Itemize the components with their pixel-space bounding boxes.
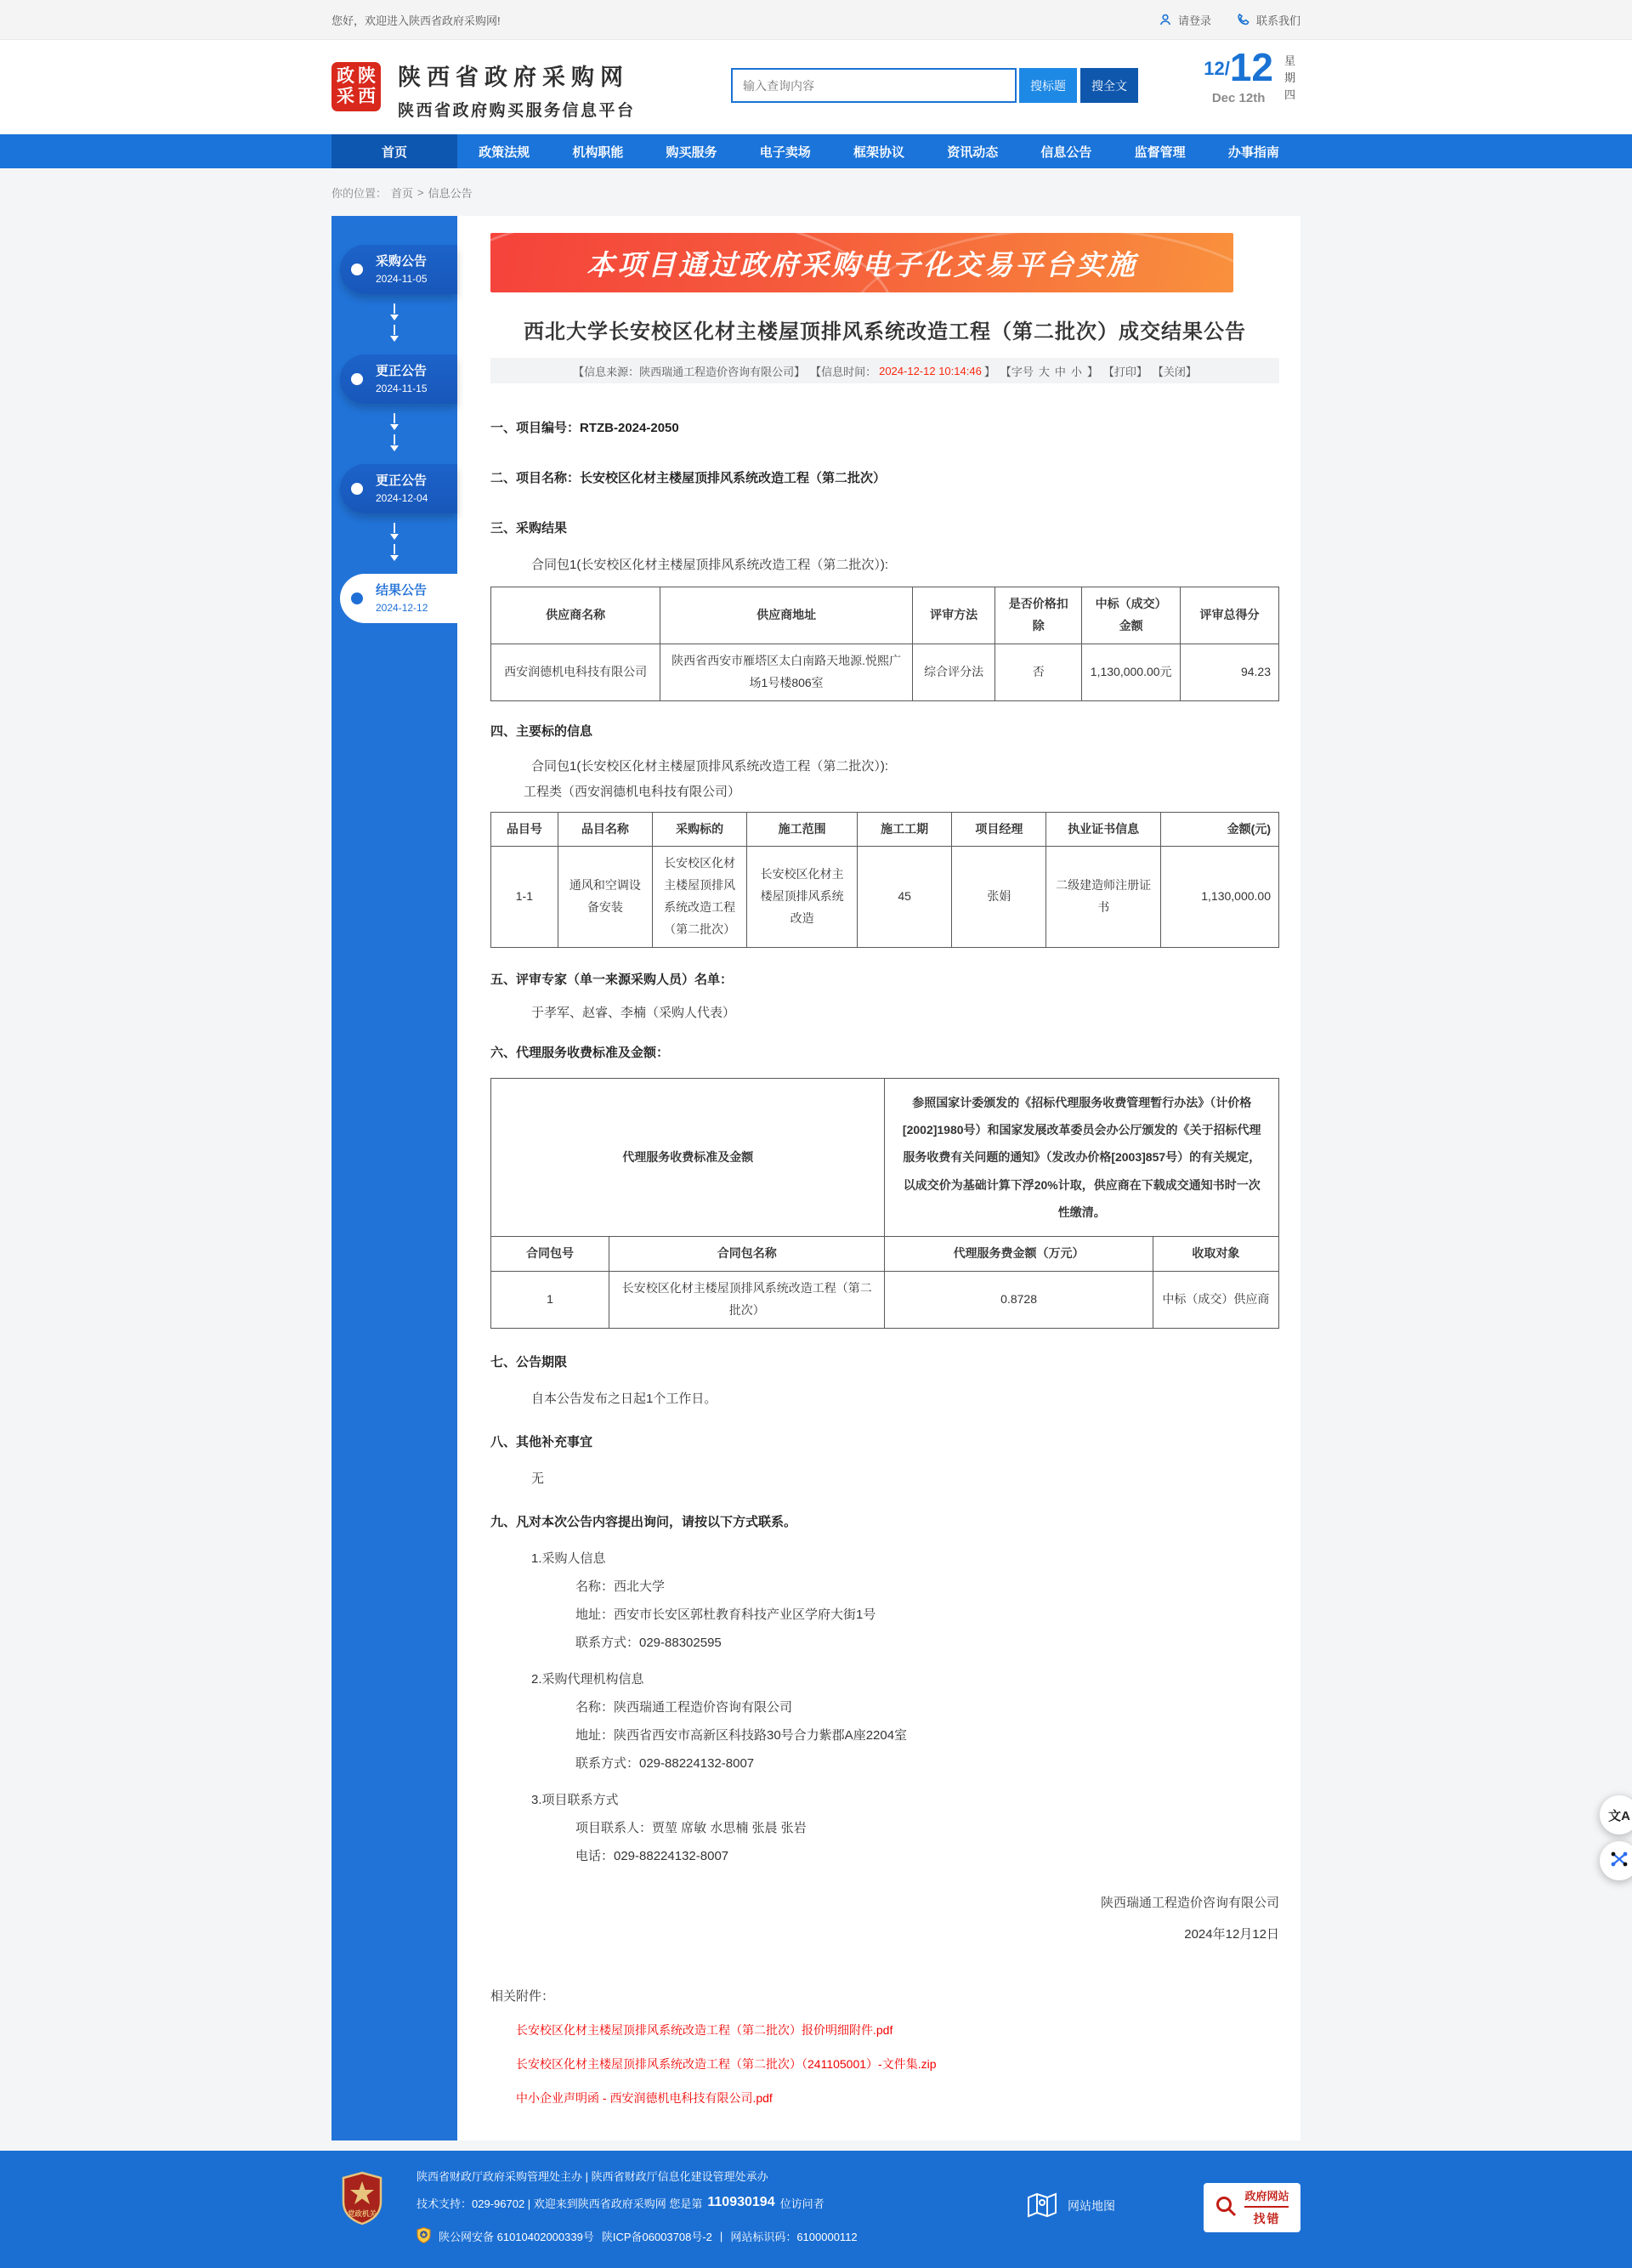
dashed-arrow-down-icon [332,294,457,354]
font-size-large[interactable]: 大 [1038,365,1050,378]
attachments-label: 相关附件： [490,1988,555,2004]
nav-item-policies[interactable]: 政策法规 [479,145,530,160]
article-meta-bar: 【信息来源：陕西瑞通工程造价咨询有限公司】 【信息时间： 2024-12-12 10:14:46 】 【字号 大 中 小 】 【打印】 【关闭】 [490,358,1279,383]
main-nav [0,134,1632,168]
fee-package-number: 1 [491,1271,609,1328]
network-nodes-icon [1610,1850,1629,1873]
section-project-name: 二、项目名称：长安校区化材主楼屋顶排风系统改造工程（第二批次） [490,471,887,485]
step-dot-icon [351,373,363,385]
section-announcement-period: 七、公告期限 [490,1354,568,1369]
date-widget [1204,45,1295,106]
page-body [0,168,1632,2151]
section-other-matters: 八、其他补充事宜 [490,1434,593,1449]
supplier-name: 西安润德机电科技有限公司 [491,644,660,700]
section-subject-info: 四、主要标的信息 [490,723,593,739]
nav-item-purchase-services[interactable]: 购买服务 [666,145,717,160]
welcome-text: 您好，欢迎进入陕西省政府采购网! [332,14,501,27]
agency-info-title: 2.采购代理机构信息 [531,1671,644,1687]
phone-icon [1237,13,1250,26]
section-contact-info: 九、凡对本次公告内容提出询问，请按以下方式联系。 [490,1514,797,1529]
date-month: 12/ [1204,58,1230,80]
article-title: 西北大学长安校区化材主楼屋顶排风系统改造工程（第二批次）成交结果公告 [524,320,1246,343]
e-trading-platform-banner: 本项目通过政府采购电子化交易平台实施 [490,233,1233,292]
login-link[interactable]: 请登录 [1159,12,1211,28]
signature-date: 2024年12月12日 [1184,1926,1279,1942]
subject-class-line: 工程类（西安润德机电科技有限公司） [524,784,741,799]
search-bar [731,68,1138,103]
subject-table-header-row: 品目号 品目名称 采购标的 施工范围 施工工期 项目经理 执业证书信息 金额(元) [491,812,1279,847]
result-table-header-row: 供应商名称 供应商地址 评审方法 是否价格扣除 中标（成交）金额 评审总得分 [491,587,1279,644]
subject-amount: 1,130,000.00 [1160,847,1278,948]
project-contact-phone: 电话：029-88224132-8007 [575,1848,729,1863]
breadcrumb [332,184,1300,201]
site-footer [0,2151,1632,2268]
nav-item-announcements[interactable]: 信息公告 [1040,145,1092,160]
visitor-count: 110930194 [707,2195,775,2210]
timeline-step-correction-1[interactable]: 更正公告 2024-11-15 [340,354,457,404]
construction-scope: 长安校区化材主楼屋顶排风系统改造 [747,847,858,948]
translate-icon: 文A [1608,1808,1630,1823]
section-experts: 五、评审专家（单一来源采购人员）名单： [490,972,734,988]
badge-divider [1244,2206,1289,2208]
share-network-floating-button[interactable] [1600,1841,1632,1880]
subject-table [490,812,1279,948]
agency-name: 名称：陕西瑞通工程造价咨询有限公司 [575,1699,793,1715]
section-procurement-result: 三、采购结果 [490,521,568,536]
certificate-info: 二级建造师注册证书 [1046,847,1160,948]
agency-address: 地址：陕西省西安市高新区科技路30号合力紫郡A座2204室 [575,1727,908,1743]
search-fulltext-button[interactable]: 搜全文 [1080,68,1138,103]
agency-phone: 联系方式：029-88224132-8007 [575,1755,755,1771]
agency-fee-table [490,1078,1279,1329]
search-input[interactable] [731,68,1017,103]
party-government-emblem-icon [340,2171,384,2228]
translate-floating-button[interactable] [1600,1795,1632,1834]
site-header [0,40,1632,134]
item-name: 通风和空调设备安装 [558,847,652,948]
breadcrumb-current[interactable]: 信息公告 [428,186,473,200]
item-number: 1-1 [491,847,558,948]
result-table [490,587,1279,701]
fee-standard-text: 参照国家计委颁发的《招标代理服务收费管理暂行办法》（计价格[2002]1980号）和国家发展改革委员会办公厅颁发的《关于招标代理服务收费有关问题的通知》（发改办价格[2003]857号）的有关规定，以成交价为基础计算下浮20%计取，供应商在下载成交通知书时一次性缴清。 [885,1079,1279,1237]
logo-char: 采 [337,87,354,106]
logo-char: 西 [358,87,376,106]
purchaser-address: 地址：西安市长安区郭杜教育科技产业区学府大街1号 [575,1607,876,1622]
section-project-number: 一、项目编号：RTZB-2024-2050 [490,421,679,435]
nav-item-supervision[interactable]: 监督管理 [1134,145,1186,160]
timeline-step-procurement-notice[interactable]: 采购公告 2024-11-05 [340,245,457,294]
construction-duration: 45 [858,847,952,948]
contact-link[interactable]: 联系我们 [1237,12,1300,28]
fee-table-merged-row [491,1079,1279,1237]
award-amount: 1,130,000.00元 [1082,644,1181,700]
map-icon [1027,2191,1057,2221]
section-agency-fee: 六、代理服务收费标准及金额： [490,1046,670,1061]
breadcrumb-home[interactable]: 首页 [391,186,414,200]
review-score: 94.23 [1181,644,1279,700]
logo-char: 陕 [358,66,376,86]
sitemap-link[interactable]: 网站地图 [1027,2191,1115,2221]
footer-organizer-line: 陕西省财政厅政府采购管理处主办 | 陕西省财政厅信息化建设管理处承办 [416,2169,768,2183]
site-title: 陕西省政府采购网 [398,65,629,90]
site-identification-code: 网站标识码：6100000112 [730,2231,858,2244]
attachment-link-quote-detail[interactable]: 长安校区化材主楼屋顶排风系统改造工程（第二批次）报价明细附件.pdf [516,2022,893,2037]
procurement-subject: 长安校区化材主楼屋顶排风系统改造工程（第二批次） [653,847,747,948]
breadcrumb-bar [0,168,1632,216]
attachment-link-sme-declaration[interactable]: 中小企业声明函 - 西安润德机电科技有限公司.pdf [516,2090,773,2105]
dashed-arrow-down-icon [332,404,457,464]
search-title-button[interactable]: 搜标题 [1019,68,1077,103]
purchaser-name: 名称：西北大学 [575,1579,666,1594]
breadcrumb-separator: > [417,185,424,199]
footer-divider: | [719,2230,723,2243]
project-manager: 张娟 [952,847,1046,948]
nav-item-e-market[interactable]: 电子卖场 [759,145,811,160]
meta-time: 2024-12-12 10:14:46 [879,364,982,377]
nav-item-functions[interactable]: 机构职能 [572,145,624,160]
meta-font-label: 【字号 [1000,365,1034,378]
fee-payer: 中标（成交）供应商 [1153,1271,1278,1328]
announcement-period-body: 自本公告发布之日起1个工作日。 [531,1391,717,1406]
public-security-registration[interactable]: 陕公网安备 61010402000339号 [439,2231,594,2244]
nav-item-news[interactable]: 资讯动态 [947,145,999,160]
date-english: Dec 12th [1211,91,1266,106]
project-contact-persons: 项目联系人：贾堃 席敏 水思楠 张晨 张岩 [575,1820,807,1835]
attachment-link-file-set[interactable]: 长安校区化材主楼屋顶排风系统改造工程（第二批次）（241105001）-文件集.zip [516,2056,937,2071]
nav-item-home[interactable]: 首页 [332,134,457,168]
nav-item-guide[interactable]: 办事指南 [1227,145,1279,160]
meta-source: 【信息来源：陕西瑞通工程造价咨询有限公司】 [573,365,806,378]
article [457,216,1300,2140]
fee-package-name: 长安校区化材主楼屋顶排风系统改造工程（第二批次） [609,1271,885,1328]
purchaser-phone: 联系方式：029-88302595 [575,1635,722,1650]
subject-package-line: 合同包1(长安校区化材主楼屋顶排风系统改造工程（第二批次）): [531,758,889,774]
magnifier-icon [1215,2195,1237,2220]
user-icon [1159,13,1172,26]
step-dot-icon [351,593,363,604]
step-dot-icon [351,264,363,275]
meta-time-label: 【信息时间： [810,365,877,378]
nav-item-framework[interactable]: 框架协议 [853,145,904,160]
review-method: 综合评分法 [912,644,994,700]
police-badge-icon [416,2227,431,2246]
result-table-row [491,644,1279,700]
fee-amount: 0.8728 [885,1271,1153,1328]
font-size-small[interactable]: 小 [1070,365,1082,378]
breadcrumb-prefix: 你的位置： [332,186,388,200]
fee-table-row [491,1271,1279,1328]
price-deduction: 否 [995,644,1082,700]
signature-company: 陕西瑞通工程造价咨询有限公司 [1100,1895,1279,1910]
footer-support-line: 技术支持：029-96702 | 欢迎来到陕西省政府采购网 您是第 110930194 位访问者 [416,2195,824,2210]
site-subtitle: 陕西省政府购买服务信息平台 [398,102,636,120]
site-logo[interactable] [332,62,381,111]
announcement-timeline [332,216,457,2140]
fee-standard-label: 代理服务收费标准及金额 [491,1079,885,1237]
footer-registration-line [416,2227,858,2246]
timeline-step-correction-2[interactable]: 更正公告 2024-12-04 [340,464,457,513]
subject-table-row [491,847,1279,948]
result-package-line: 合同包1(长安校区化材主楼屋顶排风系统改造工程（第二批次）): [531,558,889,572]
step-dot-icon [351,483,363,495]
dashed-arrow-down-icon [332,513,457,574]
svg-text:党政机关: 党政机关 [347,2208,377,2218]
date-day: 12 [1229,45,1273,89]
logo-char: 政 [337,66,354,86]
other-matters-body: 无 [531,1471,545,1486]
project-contact-title: 3.项目联系方式 [531,1792,619,1807]
icp-registration[interactable]: 陕ICP备06003708号-2 [601,2231,712,2244]
date-weekday: 星 期 四 [1284,54,1295,102]
print-button[interactable]: 【打印】 [1102,365,1148,378]
fee-table-header-row: 合同包号 合同包名称 代理服务费金额（万元） 收取对象 [491,1236,1279,1271]
supplier-address: 陕西省西安市雁塔区太白南路天地源.悦熙广场1号楼806室 [660,644,913,700]
gov-site-error-report-badge[interactable]: 政府网站 找错 [1204,2183,1300,2232]
close-button[interactable]: 【关闭】 [1152,365,1197,378]
topbar [0,0,1632,40]
expert-names: 于孝军、赵睿、李楠（采购人代表） [531,1006,736,1021]
timeline-step-result-notice[interactable]: 结果公告 2024-12-12 [340,574,457,623]
font-size-medium[interactable]: 中 [1054,365,1066,378]
content-card [332,216,1300,2140]
purchaser-info-title: 1.采购人信息 [531,1551,606,1566]
